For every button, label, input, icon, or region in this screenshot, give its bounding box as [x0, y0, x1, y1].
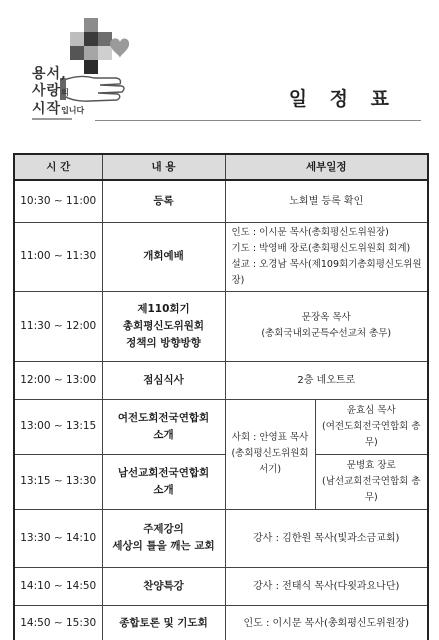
details-cell: 노회별 등록 확인: [225, 180, 428, 222]
details-line: (총회국내외군특수선교처 총무): [261, 328, 392, 339]
details-line: (남선교회전국연합회 총무): [322, 475, 421, 503]
moderator-line: 서기): [258, 464, 282, 475]
program-cell: 찬양특강: [102, 567, 225, 605]
slogan-line-2: [32, 83, 84, 101]
slogan-line-1: 용서,: [32, 66, 67, 82]
program-line: 여전도회전국연합회: [117, 411, 210, 424]
time-cell: 13:00 ∼ 13:15: [14, 399, 102, 454]
program-line: 남선교회전국연합회: [117, 466, 210, 479]
page-header: [0, 0, 439, 150]
page-title: 일 정 표: [288, 88, 397, 110]
program-line: 세상의 틀을 깨는 교회: [112, 540, 215, 552]
details-cell: 강사 : 김한원 목사(빛과소금교회): [225, 509, 428, 567]
program-line: 소개: [153, 483, 174, 496]
program-line: 주제강의: [143, 523, 184, 535]
header-details: 세부일정: [225, 154, 428, 180]
program-cell: [102, 454, 225, 509]
program-line: 총회평신도위원회: [122, 319, 205, 332]
program-cell: [102, 509, 225, 567]
slogan-line-2-small: 의: [61, 87, 69, 97]
program-cell: [102, 399, 225, 454]
time-cell: 10:30 ∼ 11:00: [14, 180, 102, 222]
moderator-line: 사회 : 안영표 목사: [231, 432, 309, 443]
slogan-line-3-main: 시작: [32, 101, 62, 117]
table-row: [14, 454, 428, 509]
time-cell: 14:10 ∼ 14:50: [14, 567, 102, 605]
table-row: [14, 180, 428, 222]
program-cell: 등록: [102, 180, 225, 222]
details-cell: [225, 291, 428, 361]
program-cell: 점심식사: [102, 361, 225, 399]
details-line: 설교 : 오경남 목사(제109회기총회평신도위원장): [231, 258, 422, 286]
program-cell: 개회예배: [102, 222, 225, 291]
header-time: 시 간: [14, 154, 102, 180]
moderator-line: (총회평신도위원회: [231, 448, 309, 459]
slogan-line-3: [32, 101, 84, 119]
details-cell: 2층 네오트로: [225, 361, 428, 399]
logo-underline: [32, 118, 72, 120]
program-cell: 종합토론 및 기도회: [102, 605, 225, 640]
details-line: 인도 : 이시문 목사(총회평신도위원장): [231, 226, 389, 238]
details-cell: [315, 454, 428, 509]
time-cell: 11:00 ∼ 11:30: [14, 222, 102, 291]
time-cell: 11:30 ∼ 12:00: [14, 291, 102, 361]
table-row: [14, 361, 428, 399]
moderator-cell: [225, 399, 315, 509]
program-cell: [102, 291, 225, 361]
program-line: 제110회기: [137, 302, 190, 315]
table-row: [14, 509, 428, 567]
slogan-logo: [32, 66, 84, 119]
details-cell: 인도 : 이시문 목사(총회평신도위원장): [225, 605, 428, 640]
details-cell: [315, 399, 428, 454]
table-row: [14, 222, 428, 291]
table-row: [14, 399, 428, 454]
table-header-row: [14, 154, 428, 180]
time-cell: 13:30 ∼ 14:10: [14, 509, 102, 567]
details-line: 기도 : 박영배 장로(총회평신도위원회 회계): [231, 242, 411, 254]
program-line: 정책의 방향방향: [126, 336, 201, 349]
table-row: [14, 567, 428, 605]
details-line: 윤효심 목사: [346, 404, 396, 416]
title-divider: [95, 120, 421, 121]
details-line: 문장옥 목사: [301, 312, 351, 323]
table-row: [14, 605, 428, 640]
details-line: 문병효 장로: [346, 459, 396, 471]
slogan-line-2-main: 사랑: [32, 83, 62, 99]
time-cell: 14:50 ∼ 15:30: [14, 605, 102, 640]
time-cell: 12:00 ∼ 13:00: [14, 361, 102, 399]
details-cell: 강사 : 전태식 목사(다윗과요나단): [225, 567, 428, 605]
time-cell: 13:15 ∼ 13:30: [14, 454, 102, 509]
header-program: 내 용: [102, 154, 225, 180]
details-cell: [225, 222, 428, 291]
table-row: [14, 291, 428, 361]
slogan-line-3-small: 입니다: [61, 105, 85, 115]
program-line: 소개: [153, 428, 174, 441]
schedule-table: [13, 153, 429, 640]
details-line: (여전도회전국연합회 총무): [322, 420, 421, 448]
